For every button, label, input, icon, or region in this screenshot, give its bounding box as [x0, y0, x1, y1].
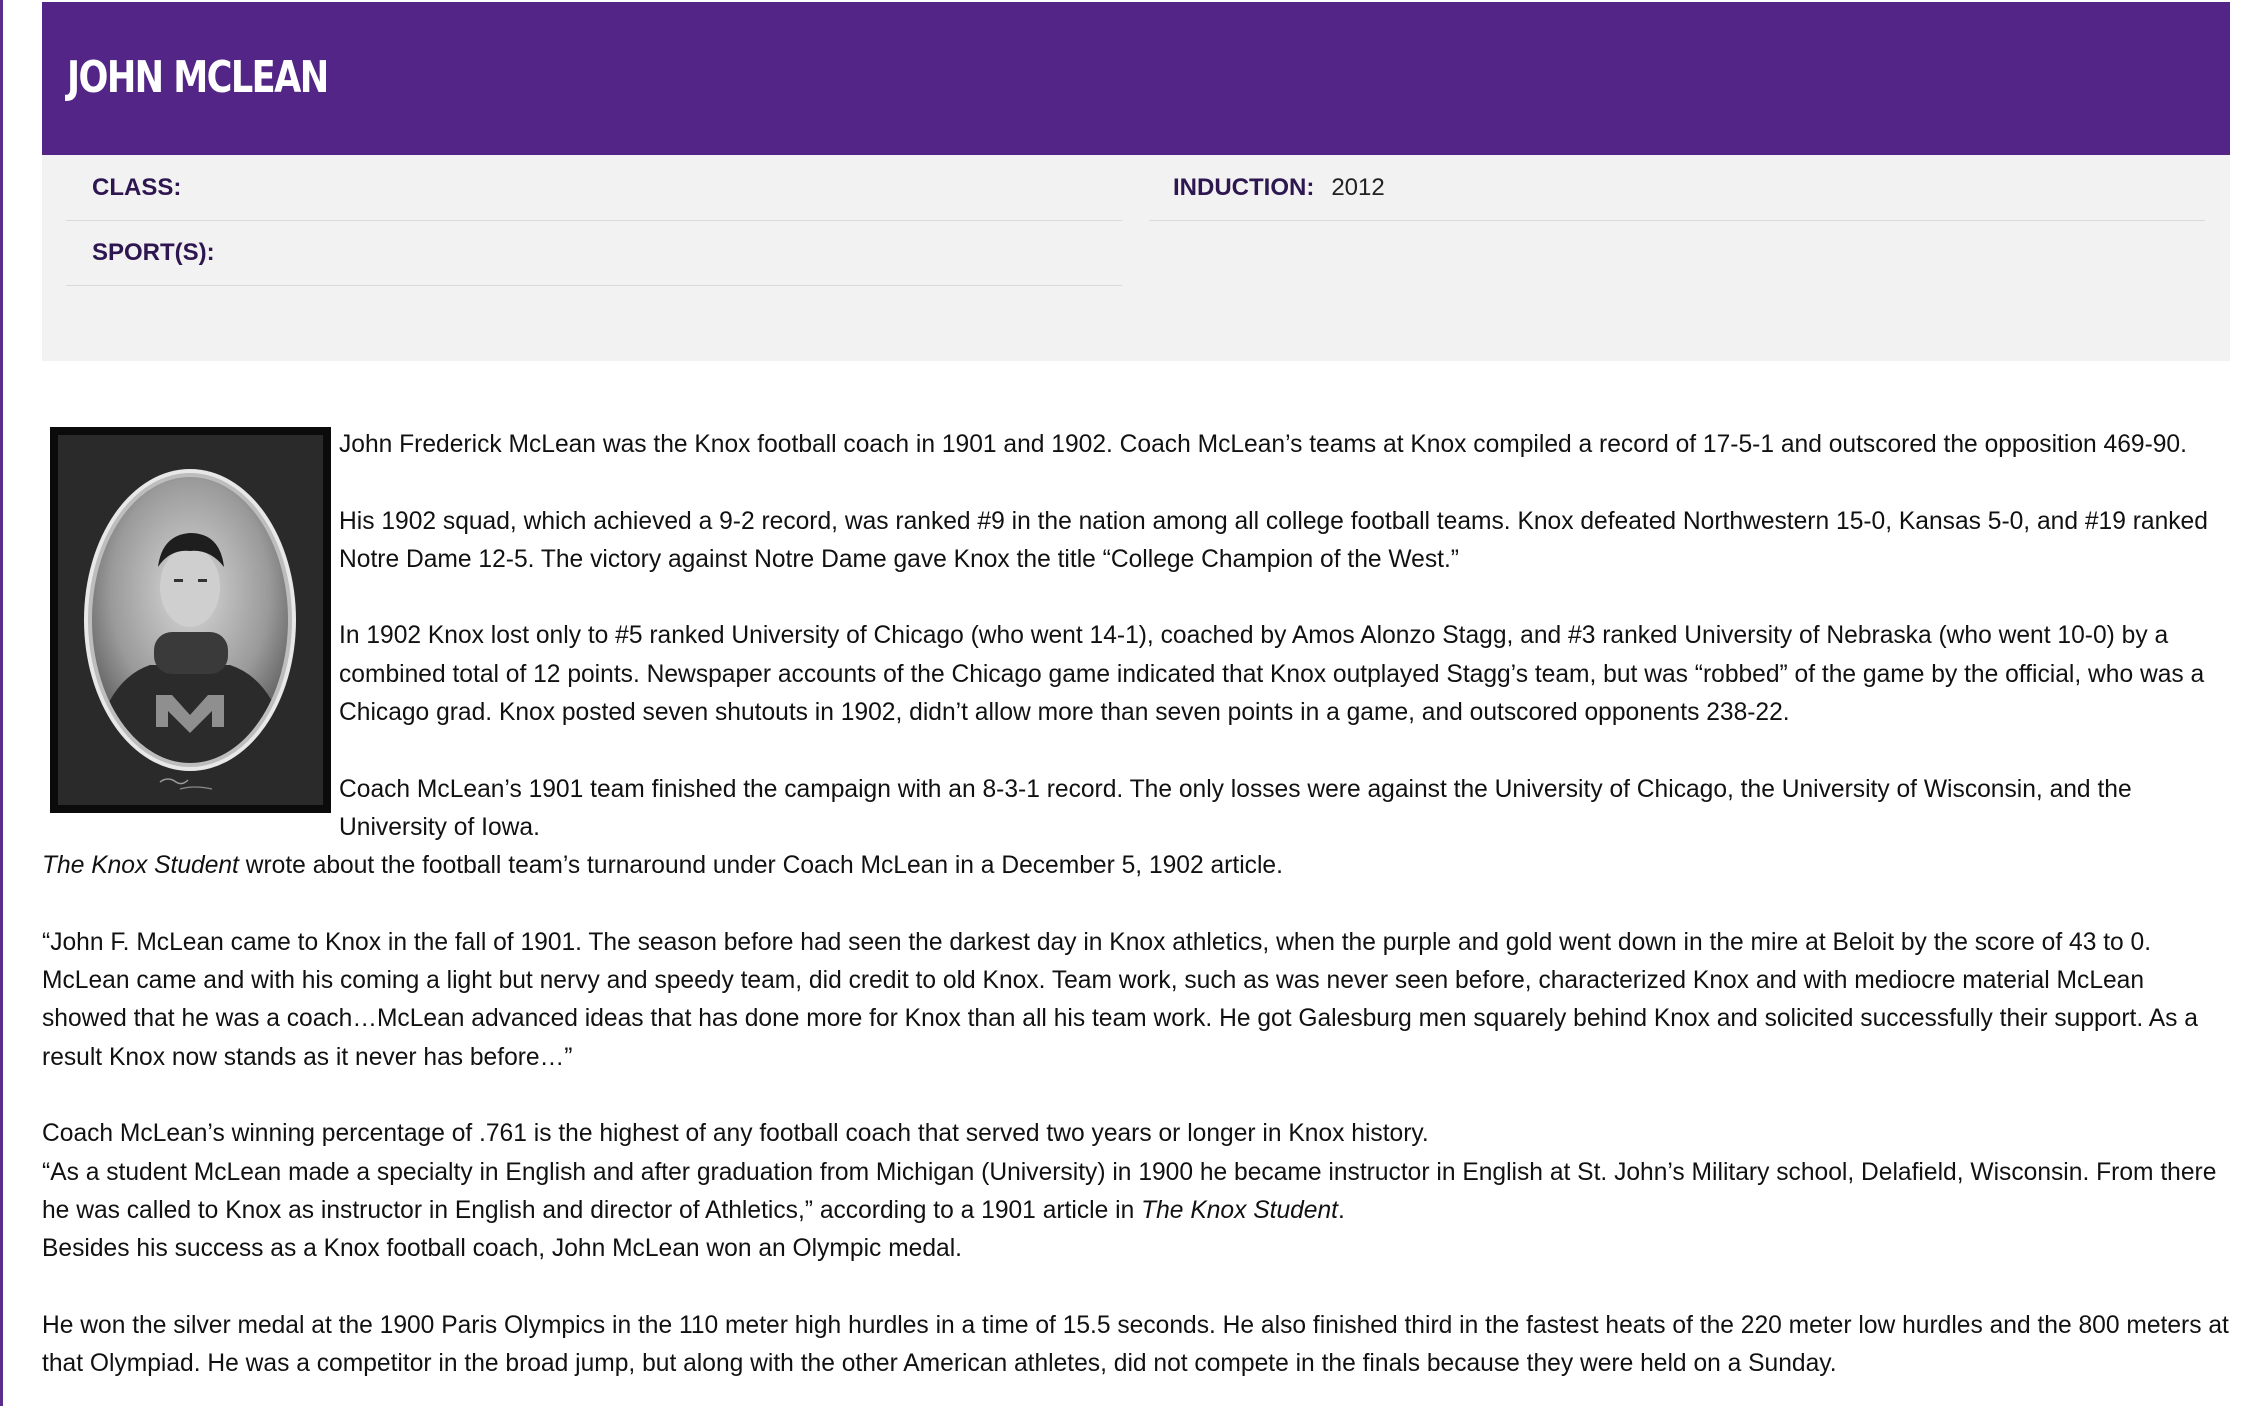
- publication-name-2: The Knox Student: [1141, 1196, 1338, 1224]
- class-label: CLASS:: [92, 173, 182, 201]
- sport-label: SPORT(S):: [92, 238, 215, 266]
- bio-paragraph-5-text: wrote about the football team’s turnaround under Coach McLean in a December 5, 1902 article.: [238, 852, 1283, 880]
- induction-value: 2012: [1331, 173, 1385, 201]
- facts-panel: [42, 155, 2230, 361]
- bio-paragraph-7: Coach McLean’s winning percentage of .761 is the highest of any football coach that served two years or longer in Knox history.: [42, 1120, 1429, 1148]
- page-title: JOHN MCLEAN: [67, 52, 328, 103]
- bio-quote: “John F. McLean came to Knox in the fall of 1901. The season before had seen the darkest day in Knox athletics, when the purple and gold went down in the mire at Beloit by the score of 43 to 0. McLean came and with his coming a light but nervy and speedy team, did credit to old Knox. Team work, such as was never seen before, characterized Knox and with mediocre material McLean showed that he was a coach…McLean advanced ideas that has done more for Knox than all his team work. He got Galesburg men squarely behind Knox and solicited successfully their support. As a result Knox now stands as it never has before…”: [42, 928, 2198, 1071]
- portrait-image: [50, 427, 331, 813]
- bio-paragraph-4: Coach McLean’s 1901 team finished the campaign with an 8-3-1 record. The only losses were against the University of Chicago, the University of Wisconsin, and the University of Iowa.: [339, 775, 2132, 841]
- bio-paragraph-2: His 1902 squad, which achieved a 9-2 record, was ranked #9 in the nation among all college football teams. Knox defeated Northwestern 15-0, Kansas 5-0, and #19 ranked Notre Dame 12-5. The victory against Notre Dame gave Knox the title “College Champion of the West.”: [339, 507, 2208, 573]
- portrait-photo: [50, 427, 331, 813]
- bio-article: [42, 361, 2230, 1383]
- page-header: [42, 2, 2230, 155]
- bio-paragraph-8-end: .: [1338, 1196, 1345, 1224]
- bio-paragraph-8-text: “As a student McLean made a specialty in English and after graduation from Michigan (University) in 1900 he became instructor in English at St. John’s Military school, Delafield, Wisconsin. From there he was called to Knox as instructor in English and director of Athletics,” according to a 1901 article in: [42, 1158, 2217, 1224]
- profile-container: [42, 2, 2230, 1383]
- fact-sport: [66, 220, 1122, 286]
- induction-label: INDUCTION:: [1173, 173, 1315, 201]
- bio-paragraph-1: John Frederick McLean was the Knox football coach in 1901 and 1902. Coach McLean’s teams at Knox compiled a record of 17-5-1 and outscored the opposition 469-90.: [339, 431, 2187, 458]
- publication-name: The Knox Student: [42, 852, 239, 880]
- fact-class: [66, 155, 1122, 221]
- bio-paragraph-10: He won the silver medal at the 1900 Paris Olympics in the 110 meter high hurdles in a time of 15.5 seconds. He also finished third in the fastest heats of the 220 meter low hurdles and the 800 meters at that Olympiad. He was a competitor in the broad jump, but along with the other American athletes, did not compete in the finals because they were held on a Sunday.: [42, 1311, 2229, 1378]
- fact-induction: [1149, 155, 2205, 221]
- bio-paragraph-3: In 1902 Knox lost only to #5 ranked University of Chicago (who went 14-1), coached by Amos Alonzo Stagg, and #3 ranked University of Nebraska (who went 10-0) by a combined total of 12 points. Newspaper accounts of the Chicago game indicated that Knox outplayed Stagg’s team, but was “robbed” of the game by the official, who was a Chicago grad. Knox posted seven shutouts in 1902, didn’t allow more than seven points in a game, and outscored opponents 238-22.: [339, 622, 2205, 727]
- bio-paragraph-8: [42, 1154, 2230, 1231]
- bio-paragraph-9: Besides his success as a Knox football coach, John McLean won an Olympic medal.: [42, 1235, 963, 1263]
- bio-paragraph-5: [42, 847, 2230, 885]
- left-accent-rule: [0, 0, 3, 1406]
